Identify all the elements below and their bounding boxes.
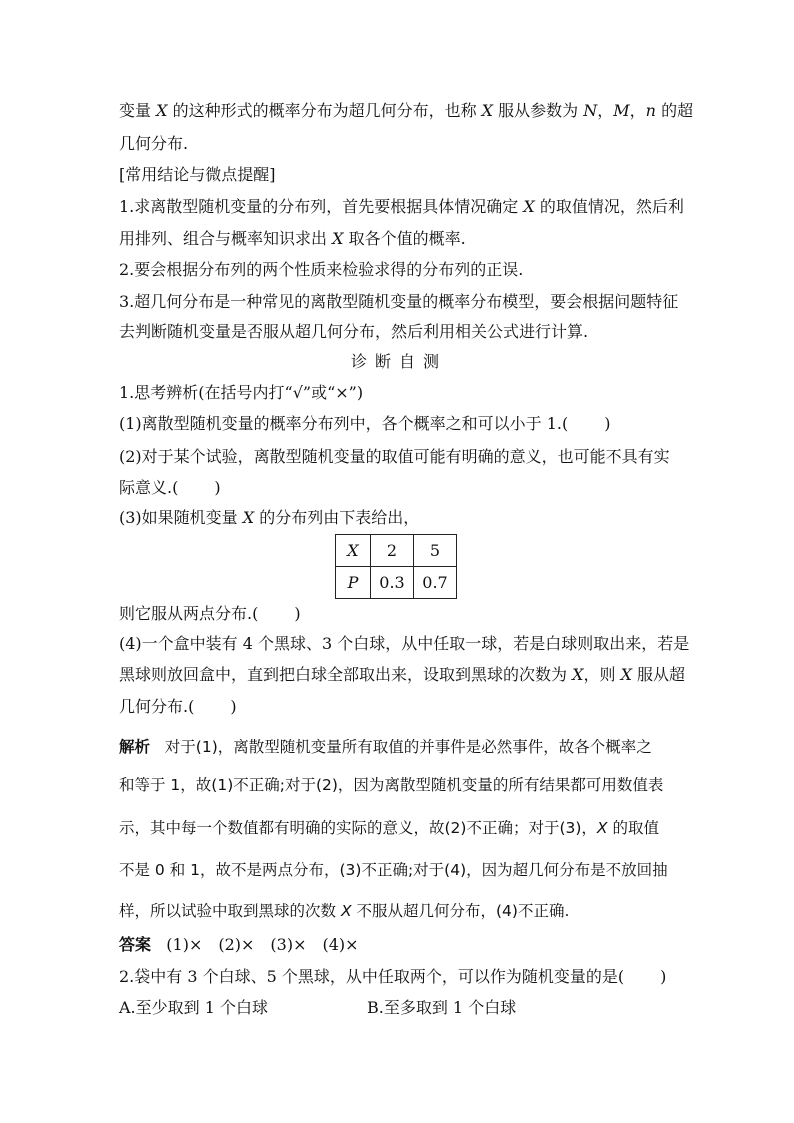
text-segment: ) [660, 967, 667, 986]
conclusion-1-line-1 [119, 196, 684, 218]
conclusion-1-line-2 [119, 228, 679, 250]
solution-line-3 [119, 817, 679, 839]
text-segment: 则它服从两点分布.( [119, 604, 259, 623]
math-var: X [523, 197, 535, 216]
solution-line-2: 和等于 1，故(1)不正确;对于(2)，因为离散型随机变量的所有结果都可用数值表 [119, 776, 664, 794]
intro-line-2: 几何分布. [119, 134, 189, 153]
text-segment: ) [604, 414, 611, 433]
conclusions-heading: [常用结论与微点提醒] [119, 165, 276, 184]
text-segment: 样，所以试验中取到黑球的次数 [119, 902, 341, 920]
math-var: X [332, 229, 344, 248]
q1-part-4-line-1: (4)一个盒中装有 4 个黑球、3 个白球，从中任取一球，若是白球则取出来，若是 [119, 634, 690, 653]
conclusion-3-line-2: 去判断随机变量是否服从超几何分布，然后利用相关公式进行计算. [119, 322, 589, 341]
section-title: 诊断自测 [350, 352, 447, 371]
text-segment: 对于(1)，离散型随机变量所有取值的并事件是必然事件，故各个概率之 [164, 738, 652, 756]
q1-part-2-line-1: (2)对于某个试验，离散型随机变量的取值可能有明确的意义，也可能不具有实 [119, 447, 670, 466]
table-row [336, 535, 457, 567]
table-cell: X [336, 535, 371, 567]
math-var: X [620, 665, 632, 684]
q1-part-3-line-1 [119, 507, 679, 529]
text-segment: (1)离散型随机变量的概率分布列中，各个概率之和可以小于 1.( [119, 414, 569, 433]
q1-part-1 [119, 413, 679, 435]
solution-line-5 [119, 900, 679, 922]
table-row [336, 567, 457, 599]
conclusion-3-line-1: 3.超几何分布是一种常见的离散型随机变量的概率分布模型，要会根据问题特征 [119, 292, 679, 311]
math-var: N [583, 101, 598, 120]
text-segment: 服从超 [631, 665, 686, 684]
text-segment: 的取值 [607, 819, 659, 837]
math-var: X [156, 101, 168, 120]
q1-part-4-line-3 [119, 696, 679, 718]
math-var: n [645, 101, 656, 120]
q1-part-4-line-2 [119, 664, 686, 686]
text-segment: ) [214, 478, 221, 497]
math-var: X [481, 101, 494, 120]
conclusion-2: 2.要会根据分布列的两个性质来检验求得的分布列的正误. [119, 260, 524, 279]
q1-stem: 1.思考辨析(在括号内打“√”或“×”) [119, 383, 364, 402]
q1-part-2-line-2 [119, 477, 679, 499]
text-segment: 几何分布.( [119, 697, 195, 716]
q2-options [119, 997, 679, 1019]
table-cell: 2 [371, 535, 414, 567]
option-b: B.至多取到 1 个白球 [367, 998, 517, 1017]
text-segment: 服从参数为 [493, 101, 584, 120]
math-var: X [596, 819, 608, 837]
distribution-table [335, 534, 457, 599]
table-cell: 5 [414, 535, 457, 567]
text-segment: 1.求离散型随机变量的分布列，首先要根据具体情况确定 [119, 197, 524, 216]
text-segment: 不服从超几何分布，(4)不正确. [351, 902, 570, 920]
text-segment: ) [230, 697, 237, 716]
answer-label: 答案 [119, 935, 152, 954]
text-segment: 取各个值的概率. [343, 229, 466, 248]
option-a: A.至少取到 1 个白球 [119, 998, 268, 1017]
text-segment: 的取值情况，然后利 [534, 197, 684, 216]
intro-line-1 [119, 100, 694, 122]
text-segment: 的分布列由下表给出， [254, 508, 420, 527]
math-var: X [572, 665, 584, 684]
answer-line [119, 934, 679, 956]
q1-part-3-line-2 [119, 603, 679, 625]
answer-text: (1)× (2)× (3)× (4)× [166, 935, 359, 954]
text-segment: ，则 [583, 665, 621, 684]
text-segment: ， [629, 101, 646, 120]
solution-line-4: 不是 0 和 1，故不是两点分布，(3)不正确;对于(4)，因为超几何分布是不放回抽 [119, 861, 668, 879]
text-segment: 用排列、组合与概率知识求出 [119, 229, 333, 248]
solution-line-1 [119, 736, 679, 758]
text-segment: 2.袋中有 3 个白球、5 个黑球，从中任取两个，可以作为随机变量的是( [119, 967, 625, 986]
math-var: X [340, 902, 352, 920]
table-cell: 0.7 [414, 567, 457, 599]
math-var: M [613, 101, 630, 120]
math-var: X [242, 508, 255, 527]
table-cell: P [336, 567, 371, 599]
text-segment: ， [597, 101, 614, 120]
text-segment: 的这种形式的概率分布为超几何分布，也称 [167, 101, 482, 120]
table-cell: 0.3 [371, 567, 414, 599]
text-segment: (3)如果随机变量 [119, 508, 243, 527]
text-segment: 黑球则放回盒中，直到把白球全部取出来，设取到黑球的次数为 [119, 665, 573, 684]
q2-stem [119, 966, 679, 988]
text-segment: ) [294, 604, 301, 623]
text-segment: 变量 [119, 101, 157, 120]
text-segment: 示，其中每一个数值都有明确的实际的意义，故(2)不正确；对于(3)， [119, 819, 597, 837]
text-segment: 的超 [655, 101, 694, 120]
solution-label: 解析 [119, 738, 151, 756]
text-segment: 际意义.( [119, 478, 179, 497]
